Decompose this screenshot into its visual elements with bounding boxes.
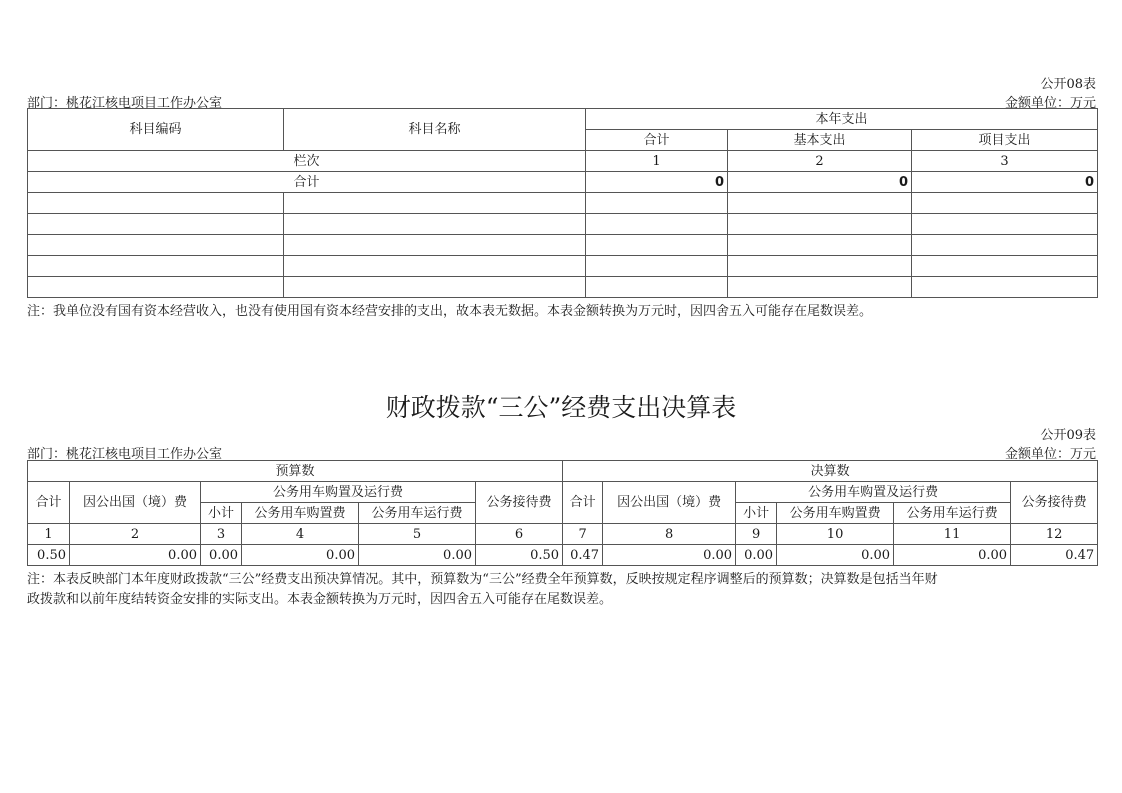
department-label: 部门：桃花江核电项目工作办公室 xyxy=(27,96,223,111)
col-num: 2 xyxy=(70,524,201,545)
page-title: 财政拨款“三公”经费支出决算表 xyxy=(385,393,737,422)
total-value: 0 xyxy=(728,172,912,193)
header-abroad: 因公出国（境）费 xyxy=(70,482,201,524)
col-num: 3 xyxy=(912,151,1098,172)
header-car: 公务用车购置及运行费 xyxy=(736,482,1011,503)
table-row xyxy=(28,277,1098,298)
value-cell: 0.00 xyxy=(70,545,201,566)
col-num: 5 xyxy=(359,524,476,545)
header-final: 决算数 xyxy=(563,461,1098,482)
value-cell: 0.47 xyxy=(563,545,603,566)
col-num: 6 xyxy=(476,524,563,545)
row-lanci-label: 栏次 xyxy=(28,151,586,172)
header-car-buy: 公务用车购置费 xyxy=(777,503,894,524)
table-row xyxy=(28,256,1098,277)
col-num: 9 xyxy=(736,524,777,545)
header-year-expense: 本年支出 xyxy=(586,109,1098,130)
col-num: 4 xyxy=(242,524,359,545)
value-cell: 0.00 xyxy=(736,545,777,566)
col-num: 1 xyxy=(28,524,70,545)
header-code: 科目编码 xyxy=(28,109,284,151)
col-num: 7 xyxy=(563,524,603,545)
header-car-run: 公务用车运行费 xyxy=(359,503,476,524)
department-label: 部门：桃花江核电项目工作办公室 xyxy=(27,447,223,462)
header-subtotal: 小计 xyxy=(736,503,777,524)
col-num: 1 xyxy=(586,151,728,172)
table-code-08: 公开08表 xyxy=(1040,77,1096,92)
header-car-run: 公务用车运行费 xyxy=(894,503,1011,524)
value-cell: 0.00 xyxy=(242,545,359,566)
table-note-09-line1: 注：本表反映部门本年度财政拨款“三公”经费支出预决算情况。其中，预算数为“三公”经费全年预算数，反映按规定程序调整后的预算数；决算数是包括当年财 xyxy=(27,572,938,587)
value-cell: 0.00 xyxy=(894,545,1011,566)
header-abroad: 因公出国（境）费 xyxy=(603,482,736,524)
table-code-09: 公开09表 xyxy=(1040,428,1096,443)
table-row xyxy=(28,214,1098,235)
header-car: 公务用车购置及运行费 xyxy=(201,482,476,503)
state-capital-table xyxy=(27,108,1098,298)
value-cell: 0.00 xyxy=(359,545,476,566)
header-subtotal: 小计 xyxy=(201,503,242,524)
table-row xyxy=(28,235,1098,256)
header-basic: 基本支出 xyxy=(728,130,912,151)
row-total-label: 合计 xyxy=(28,172,586,193)
value-cell: 0.00 xyxy=(777,545,894,566)
header-name: 科目名称 xyxy=(284,109,586,151)
header-car-buy: 公务用车购置费 xyxy=(242,503,359,524)
table-note-09-line2: 政拨款和以前年度结转资金安排的实际支出。本表金额转换为万元时，因四舍五入可能存在尾数误差。 xyxy=(27,592,613,607)
total-value: 0 xyxy=(586,172,728,193)
col-num: 12 xyxy=(1011,524,1098,545)
total-value: 0 xyxy=(912,172,1098,193)
header-project: 项目支出 xyxy=(912,130,1098,151)
col-num: 3 xyxy=(201,524,242,545)
unit-label: 金额单位：万元 xyxy=(1004,96,1096,111)
col-num: 2 xyxy=(728,151,912,172)
three-public-expense-table xyxy=(27,460,1098,566)
header-total: 合计 xyxy=(28,482,70,524)
value-cell: 0.00 xyxy=(201,545,242,566)
col-num: 10 xyxy=(777,524,894,545)
col-num: 8 xyxy=(603,524,736,545)
header-reception: 公务接待费 xyxy=(1011,482,1098,524)
value-cell: 0.00 xyxy=(603,545,736,566)
table-note-08: 注：我单位没有国有资本经营收入，也没有使用国有资本经营安排的支出，故本表无数据。本表金额转换为万元时，因四舍五入可能存在尾数误差。 xyxy=(27,304,873,319)
header-budget: 预算数 xyxy=(28,461,563,482)
table-row xyxy=(28,193,1098,214)
header-total: 合计 xyxy=(586,130,728,151)
value-cell: 0.47 xyxy=(1011,545,1098,566)
value-cell: 0.50 xyxy=(476,545,563,566)
unit-label: 金额单位：万元 xyxy=(1004,447,1096,462)
col-num: 11 xyxy=(894,524,1011,545)
header-reception: 公务接待费 xyxy=(476,482,563,524)
value-cell: 0.50 xyxy=(28,545,70,566)
header-total: 合计 xyxy=(563,482,603,524)
